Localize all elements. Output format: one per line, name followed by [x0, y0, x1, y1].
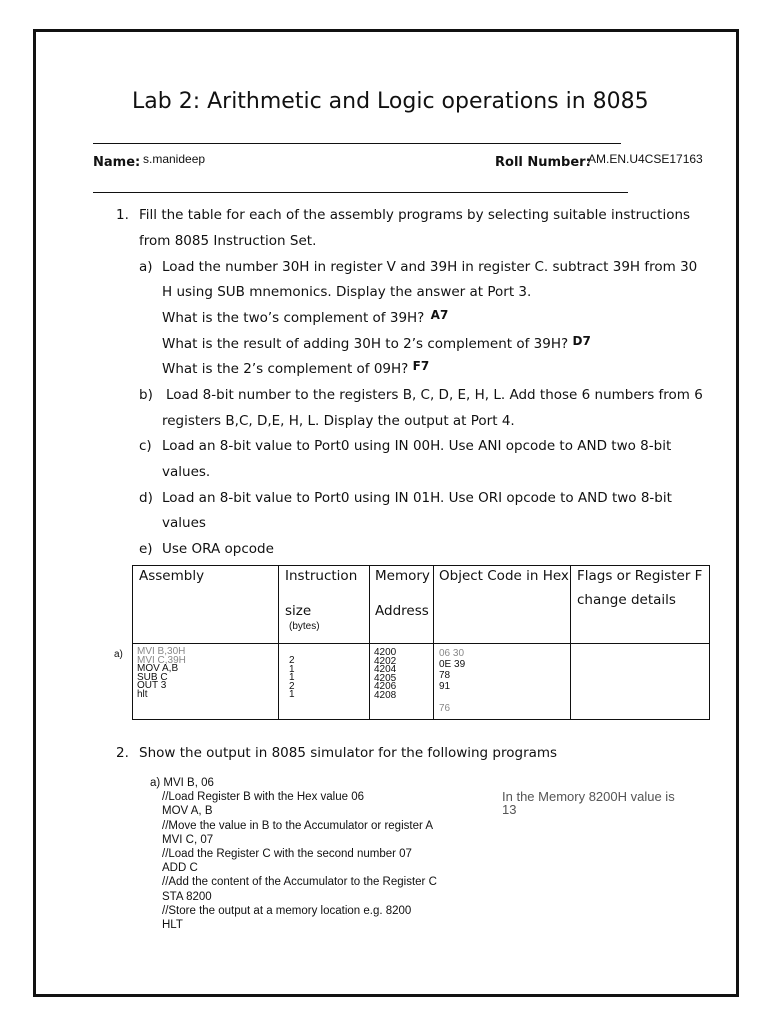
roll-number-value: AM.EN.U4CSE17163 — [588, 152, 703, 166]
name-label: Name: — [93, 155, 141, 170]
output-answer-line: In the Memory 8200H value is — [502, 789, 675, 804]
code-line: STA 8200 — [162, 890, 212, 903]
name-value: s.manideep — [143, 152, 206, 166]
roll-number-label: Roll Number: — [495, 155, 591, 170]
cell-instruction-size — [279, 644, 370, 720]
address-value: 4205 — [374, 672, 397, 684]
header-object-code: Object Code in Hex — [434, 566, 571, 644]
code-line: HLT — [162, 919, 183, 932]
item-marker: e) — [139, 541, 153, 557]
item-marker: b) — [139, 387, 153, 403]
sub-question — [162, 308, 449, 326]
sub-question — [162, 336, 591, 352]
cell-memory-address — [370, 644, 434, 720]
object-code-value: 0E 39 — [439, 659, 466, 670]
cell-assembly — [133, 644, 279, 720]
header-assembly: Assembly — [133, 566, 279, 644]
size-value: 2 — [289, 655, 295, 666]
object-code-value: 78 — [439, 670, 451, 681]
title-divider — [93, 143, 621, 144]
code-line: //Add the content of the Accumulator to the Register C — [162, 876, 437, 889]
cell-object-code — [434, 644, 571, 720]
item-marker: a) — [139, 259, 153, 275]
item-c-text: Load an 8-bit value to Port0 using IN 00H. Use ANI opcode to AND two 8-bit — [162, 438, 672, 454]
item-marker: d) — [139, 490, 153, 506]
question-text: from 8085 Instruction Set. — [139, 233, 317, 249]
address-value: 4206 — [374, 681, 397, 692]
question-number: 2. — [116, 745, 129, 761]
code-line: //Move the value in B to the Accumulator or register A — [162, 819, 434, 832]
table-row-label: a) — [114, 649, 123, 660]
size-value: 2 — [289, 680, 295, 692]
sub-question-text: What is the 2’s complement of 09H? — [162, 361, 409, 377]
item-c-text: values. — [162, 464, 211, 480]
assembly-line: MOV A,B — [137, 663, 179, 674]
size-value: 1 — [289, 672, 295, 683]
object-code-value: 76 — [439, 703, 451, 714]
assembly-table — [132, 565, 710, 720]
sub-question-text: What is the two’s complement of 39H? — [162, 310, 425, 326]
size-value: 1 — [289, 689, 295, 700]
code-line: MVI C, 07 — [162, 833, 214, 846]
page-title: Lab 2: Arithmetic and Logic operations in 8085 — [132, 89, 649, 114]
assembly-line: MVI C,39H — [137, 654, 186, 666]
question-text: Show the output in 8085 simulator for the following programs — [139, 745, 558, 761]
header-instruction-size: Instruction size (bytes) — [279, 566, 370, 644]
question-number: 1. — [116, 207, 129, 223]
size-value: 1 — [289, 663, 295, 675]
item-e-text: Use ORA opcode — [162, 541, 274, 557]
item-b-text: Load 8-bit number to the registers B, C, D, E, H, L. Add those 6 numbers from 6 — [166, 387, 703, 403]
item-a-text: H using SUB mnemonics. Display the answer at Port 3. — [162, 284, 532, 300]
code-line: a) MVI B, 06 — [150, 777, 214, 789]
object-code-value: 91 — [439, 681, 451, 692]
sub-question-answer: D7 — [572, 334, 591, 348]
code-line: //Store the output at a memory location e.g. 8200 — [162, 904, 412, 917]
item-d-text: Load an 8-bit value to Port0 using IN 01H. Use ORI opcode to AND two 8-bit — [162, 490, 672, 506]
table-header-row — [133, 566, 710, 644]
address-value: 4204 — [374, 664, 397, 675]
code-line: MOV A, B — [162, 805, 213, 818]
code-block — [150, 776, 437, 932]
header-flags: Flags or Register F change details — [571, 566, 710, 644]
item-marker: c) — [139, 438, 152, 454]
address-value: 4200 — [374, 647, 397, 658]
code-line: //Load Register B with the Hex value 06 — [162, 791, 365, 804]
code-line: ADD C — [162, 862, 198, 875]
address-value: 4202 — [374, 655, 397, 667]
sub-question — [162, 361, 429, 377]
code-line: //Load the Register C with the second number 07 — [162, 848, 412, 861]
table-row — [133, 644, 710, 720]
question-text: Fill the table for each of the assembly programs by selecting suitable instructions — [139, 207, 691, 223]
assembly-line: hlt — [137, 688, 148, 700]
address-value: 4208 — [374, 689, 397, 701]
item-a-text: Load the number 30H in register V and 39H in register C. subtract 39H from 30 — [162, 259, 698, 275]
item-b-text: registers B,C, D,E, H, L. Display the output at Port 4. — [162, 413, 515, 429]
output-answer-line: 13 — [502, 802, 517, 817]
object-code-value: 06 30 — [439, 648, 465, 659]
sub-question-answer: A7 — [430, 308, 449, 322]
assembly-line: MVI B,30H — [137, 646, 186, 657]
assembly-line: OUT 3 — [137, 680, 167, 691]
item-d-text: values — [162, 515, 206, 531]
output-answer — [502, 790, 675, 816]
header-memory-address: Memory Address — [370, 566, 434, 644]
sub-question-text: What is the result of adding 30H to 2’s complement of 39H? — [162, 336, 569, 352]
cell-flags — [571, 644, 710, 720]
sub-question-answer: F7 — [412, 359, 430, 373]
header-divider — [93, 192, 628, 193]
object-code-value — [439, 692, 570, 703]
assembly-line: SUB C — [137, 671, 168, 683]
